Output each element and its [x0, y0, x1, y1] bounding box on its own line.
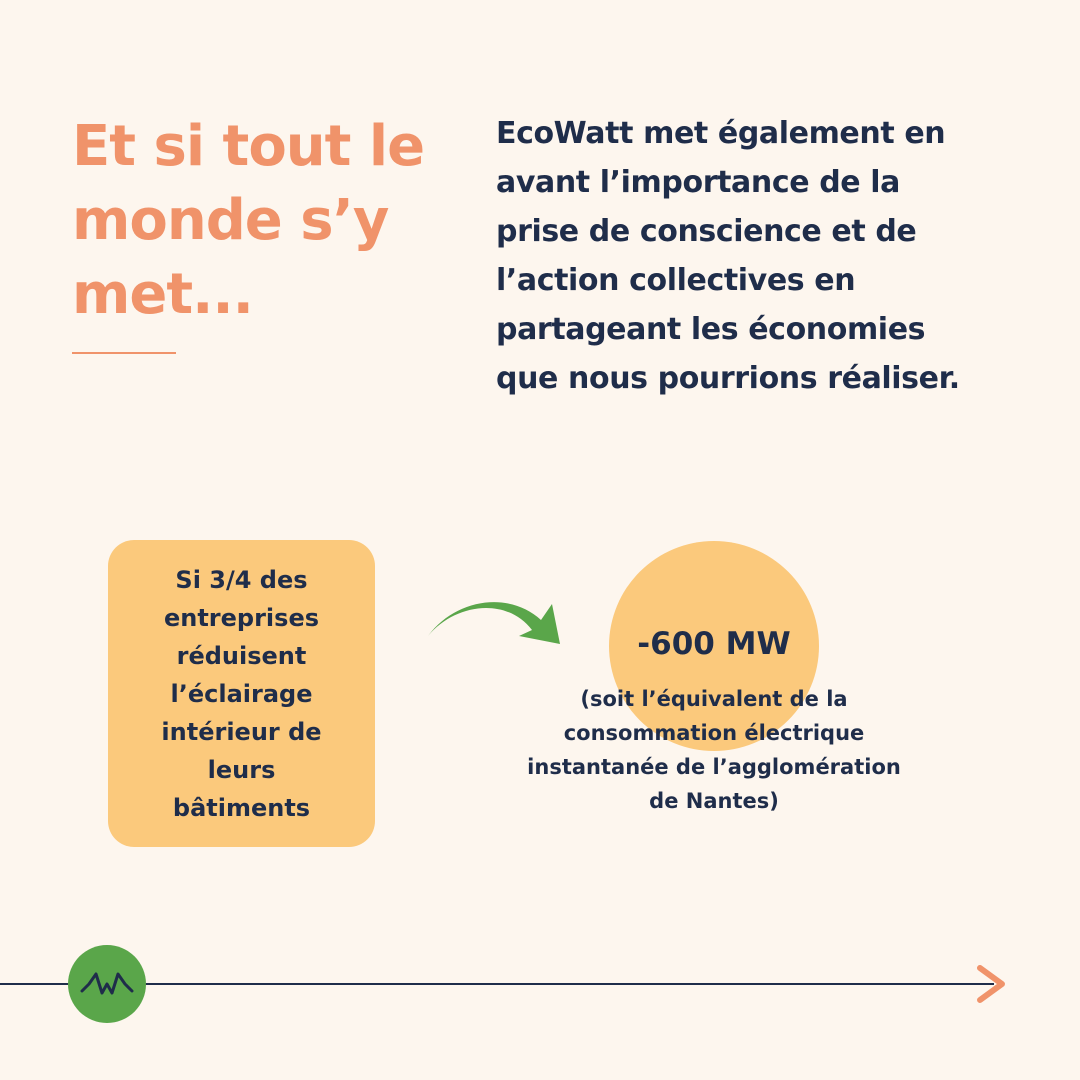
headline	[72, 110, 472, 332]
result-value: -600 MW	[637, 626, 791, 662]
condition-line: leurs	[207, 755, 276, 784]
intro-line: avant l’importance de la	[496, 165, 900, 200]
waveform-logo-icon	[68, 945, 146, 1023]
intro-line: partageant les économies	[496, 312, 926, 347]
result-note	[485, 682, 943, 818]
progress-line	[0, 983, 994, 985]
intro-line: prise de conscience et de	[496, 214, 917, 249]
condition-line: Si 3/4 des	[175, 565, 308, 594]
condition-line: réduisent	[176, 641, 307, 670]
headline-line: Et si tout le	[72, 114, 425, 179]
condition-text	[142, 561, 342, 827]
result-note-line: consommation électrique	[563, 721, 865, 745]
headline-line: monde s’y	[72, 188, 389, 253]
intro-line: EcoWatt met également en	[496, 116, 946, 151]
result-note-line: (soit l’équivalent de la	[580, 687, 848, 711]
condition-line: intérieur de	[161, 717, 322, 746]
headline-line: met...	[72, 262, 253, 327]
condition-card	[108, 540, 375, 847]
chevron-right-icon[interactable]	[972, 962, 1012, 1006]
intro-paragraph	[496, 109, 1016, 403]
condition-line: entreprises	[163, 603, 320, 632]
intro-line: l’action collectives en	[496, 263, 856, 298]
condition-line: l’éclairage	[170, 679, 313, 708]
result-note-line: de Nantes)	[649, 789, 779, 813]
intro-line: que nous pourrions réaliser.	[496, 361, 960, 396]
headline-divider	[72, 352, 176, 354]
condition-line: bâtiments	[172, 793, 311, 822]
result-note-line: instantanée de l’agglomération	[527, 755, 901, 779]
curved-arrow-icon	[420, 590, 570, 660]
